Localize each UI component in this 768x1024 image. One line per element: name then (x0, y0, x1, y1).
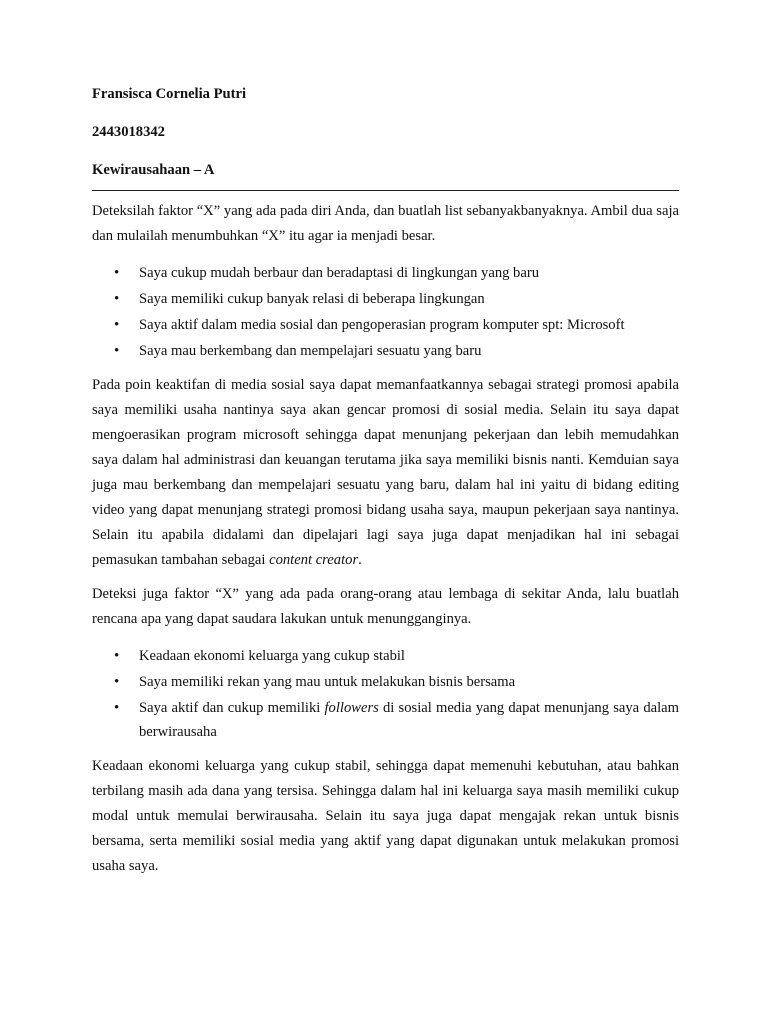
list-item: • Keadaan ekonomi keluarga yang cukup stabil (92, 644, 679, 668)
factor-list-others (92, 644, 679, 744)
course-title: Kewirausahaan – A (92, 162, 215, 178)
list-item: • Saya aktif dalam media sosial dan pengoperasian program komputer spt: Microsoft (92, 313, 679, 337)
answer-1-text: Pada poin keaktifan di media sosial saya dapat memanfaatkannya sebagai strategi promosi apabila saya memiliki usaha nantinya saya akan gencar promosi di sosial media. Selain itu saya dapat mengoerasikan program microsoft sehingga dapat menunjang pekerjaan dan lebih memudahkan saya dalam hal administrasi dan keuangan terutama jika saya memiliki bisnis nanti. Kemduian saya juga mau berkembang dan mempelajari sesuatu yang baru, dalam hal ini yaitu di bidang editing video yang dapat menunjang strategi promosi bidang usaha saya, maupun pekerjaan saya nantinya. Selain itu apabila didalami dan dipelajari lagi saya juga dapat menjadikan hal ini sebagai pemasukan tambahan sebagai (92, 377, 679, 568)
bullet-3-italic: followers (324, 700, 379, 716)
answer-1-italic: content creator (269, 552, 359, 568)
question-1: Deteksilah faktor “X” yang ada pada diri Anda, dan buatlah list sebanyakbanyaknya. Ambil dua saja dan mulailah menumbuhkan “X” itu agar ia menjadi besar. (92, 203, 679, 244)
answer-1 (92, 373, 679, 573)
list-item (92, 696, 679, 744)
list-item: • Saya mau berkembang dan mempelajari sesuatu yang baru (92, 339, 679, 363)
question-2: Deteksi juga faktor “X” yang ada pada orang-orang atau lembaga di sekitar Anda, lalu buatlah rencana apa yang dapat saudara lakukan untuk menungganginya. (92, 586, 679, 627)
list-item: • Saya cukup mudah berbaur dan beradaptasi di lingkungan yang baru (92, 261, 679, 285)
answer-2: Keadaan ekonomi keluarga yang cukup stabil, sehingga dapat memenuhi kebutuhan, atau bahkan terbilang masih ada dana yang tersisa. Sehingga dalam hal ini keluarga saya masih memiliki cukup modal untuk memulai berwirausaha. Selain itu saya juga dapat mengajak rekan untuk bisnis bersama, serta memiliki sosial media yang aktif yang dapat digunakan untuk melakukan promosi usaha saya. (92, 758, 679, 874)
bullet-3-post: di sosial media yang dapat menunjang saya dalam berwirausaha (139, 700, 679, 740)
answer-1-end: . (358, 552, 362, 568)
header-divider (92, 190, 679, 191)
list-item: • Saya memiliki rekan yang mau untuk melakukan bisnis bersama (92, 670, 679, 694)
bullet-3-pre: Saya aktif dan cukup memiliki (139, 700, 325, 716)
factor-list-self (92, 261, 679, 363)
list-item: • Saya memiliki cukup banyak relasi di beberapa lingkungan (92, 287, 679, 311)
document-page (92, 84, 679, 888)
student-id: 2443018342 (92, 124, 165, 140)
student-name: Fransisca Cornelia Putri (92, 86, 247, 102)
